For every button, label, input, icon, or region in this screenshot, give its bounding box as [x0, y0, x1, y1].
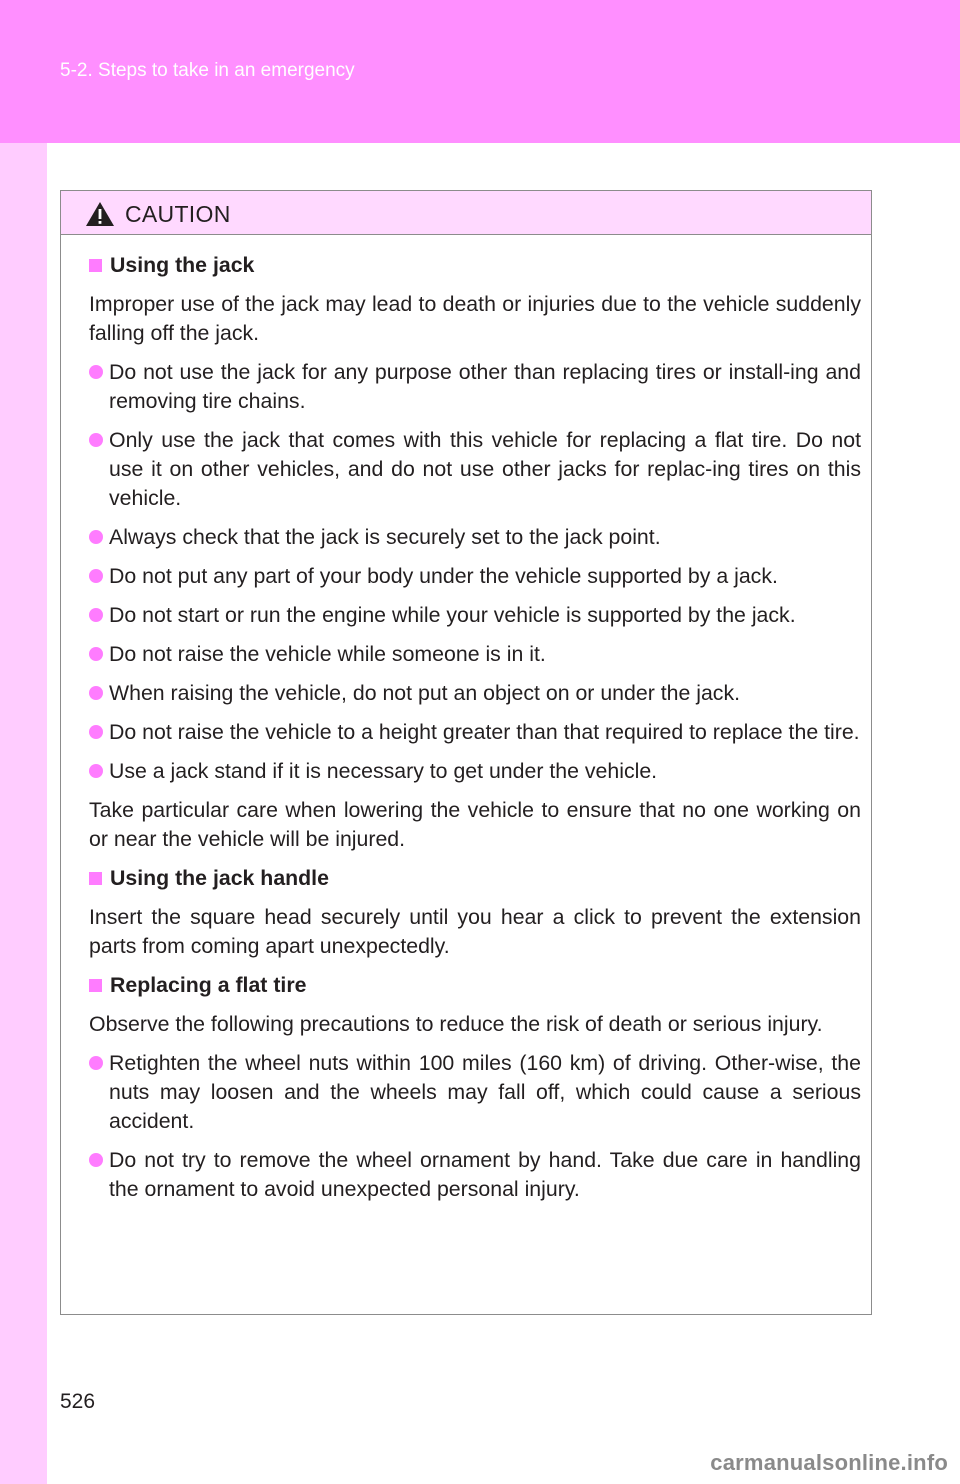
- warning-triangle-icon: [85, 201, 115, 227]
- round-bullet-icon: [89, 530, 103, 544]
- section-intro: Improper use of the jack may lead to death or injuries due to the vehicle suddenly falling off the jack.: [89, 292, 861, 345]
- caution-box: [60, 190, 872, 1315]
- list-item: When raising the vehicle, do not put an object on or under the jack.: [89, 679, 861, 708]
- side-band: [0, 143, 47, 1484]
- round-bullet-icon: [89, 725, 103, 739]
- round-bullet-icon: [89, 647, 103, 661]
- list-item: Retighten the wheel nuts within 100 miles (160 km) of driving. Other-wise, the nuts may loosen and the wheels may fall off, which could cause a serious accident.: [89, 1049, 861, 1136]
- square-bullet-icon: [89, 872, 102, 885]
- section-intro: Insert the square head securely until you hear a click to prevent the extension parts from coming apart unexpectedly.: [89, 905, 861, 958]
- list-item: Do not start or run the engine while your vehicle is supported by the jack.: [89, 601, 861, 630]
- section-heading: Using the jack handle: [89, 864, 861, 893]
- round-bullet-icon: [89, 1056, 103, 1070]
- section-heading: Using the jack: [89, 251, 861, 280]
- caution-title: CAUTION: [125, 201, 231, 227]
- list-item: Only use the jack that comes with this vehicle for replacing a flat tire. Do not use it on other vehicles, and do not use other jacks for replac-ing tires on this vehicle.: [89, 426, 861, 513]
- round-bullet-icon: [89, 764, 103, 778]
- round-bullet-icon: [89, 608, 103, 622]
- section-intro: Observe the following precautions to reduce the risk of death or serious injury.: [89, 1012, 823, 1036]
- list-item: Do not raise the vehicle while someone is in it.: [89, 640, 861, 669]
- square-bullet-icon: [89, 259, 102, 272]
- list-item: Do not try to remove the wheel ornament by hand. Take due care in handling the ornament to avoid unexpected personal injury.: [89, 1146, 861, 1204]
- round-bullet-icon: [89, 569, 103, 583]
- list-item: Use a jack stand if it is necessary to get under the vehicle.: [89, 757, 861, 786]
- section-heading: Replacing a flat tire: [89, 971, 861, 1000]
- page-number: 526: [60, 1390, 96, 1413]
- round-bullet-icon: [89, 433, 103, 447]
- section-outro: Take particular care when lowering the vehicle to ensure that no one working on or near the vehicle will be injured.: [89, 798, 861, 851]
- round-bullet-icon: [89, 1153, 103, 1167]
- list-item: Do not put any part of your body under the vehicle supported by a jack.: [89, 562, 861, 591]
- list-item: Do not use the jack for any purpose other than replacing tires or install-ing and removing tire chains.: [89, 358, 861, 416]
- list-item: Always check that the jack is securely set to the jack point.: [89, 523, 861, 552]
- caution-body: [61, 235, 871, 1314]
- list-item: Do not raise the vehicle to a height greater than that required to replace the tire.: [89, 718, 861, 747]
- round-bullet-icon: [89, 365, 103, 379]
- square-bullet-icon: [89, 979, 102, 992]
- round-bullet-icon: [89, 686, 103, 700]
- caution-header: [61, 191, 871, 235]
- watermark: carmanualsonline.info: [710, 1450, 948, 1475]
- section-label: 5-2. Steps to take in an emergency: [60, 60, 355, 81]
- header-band: [0, 0, 960, 143]
